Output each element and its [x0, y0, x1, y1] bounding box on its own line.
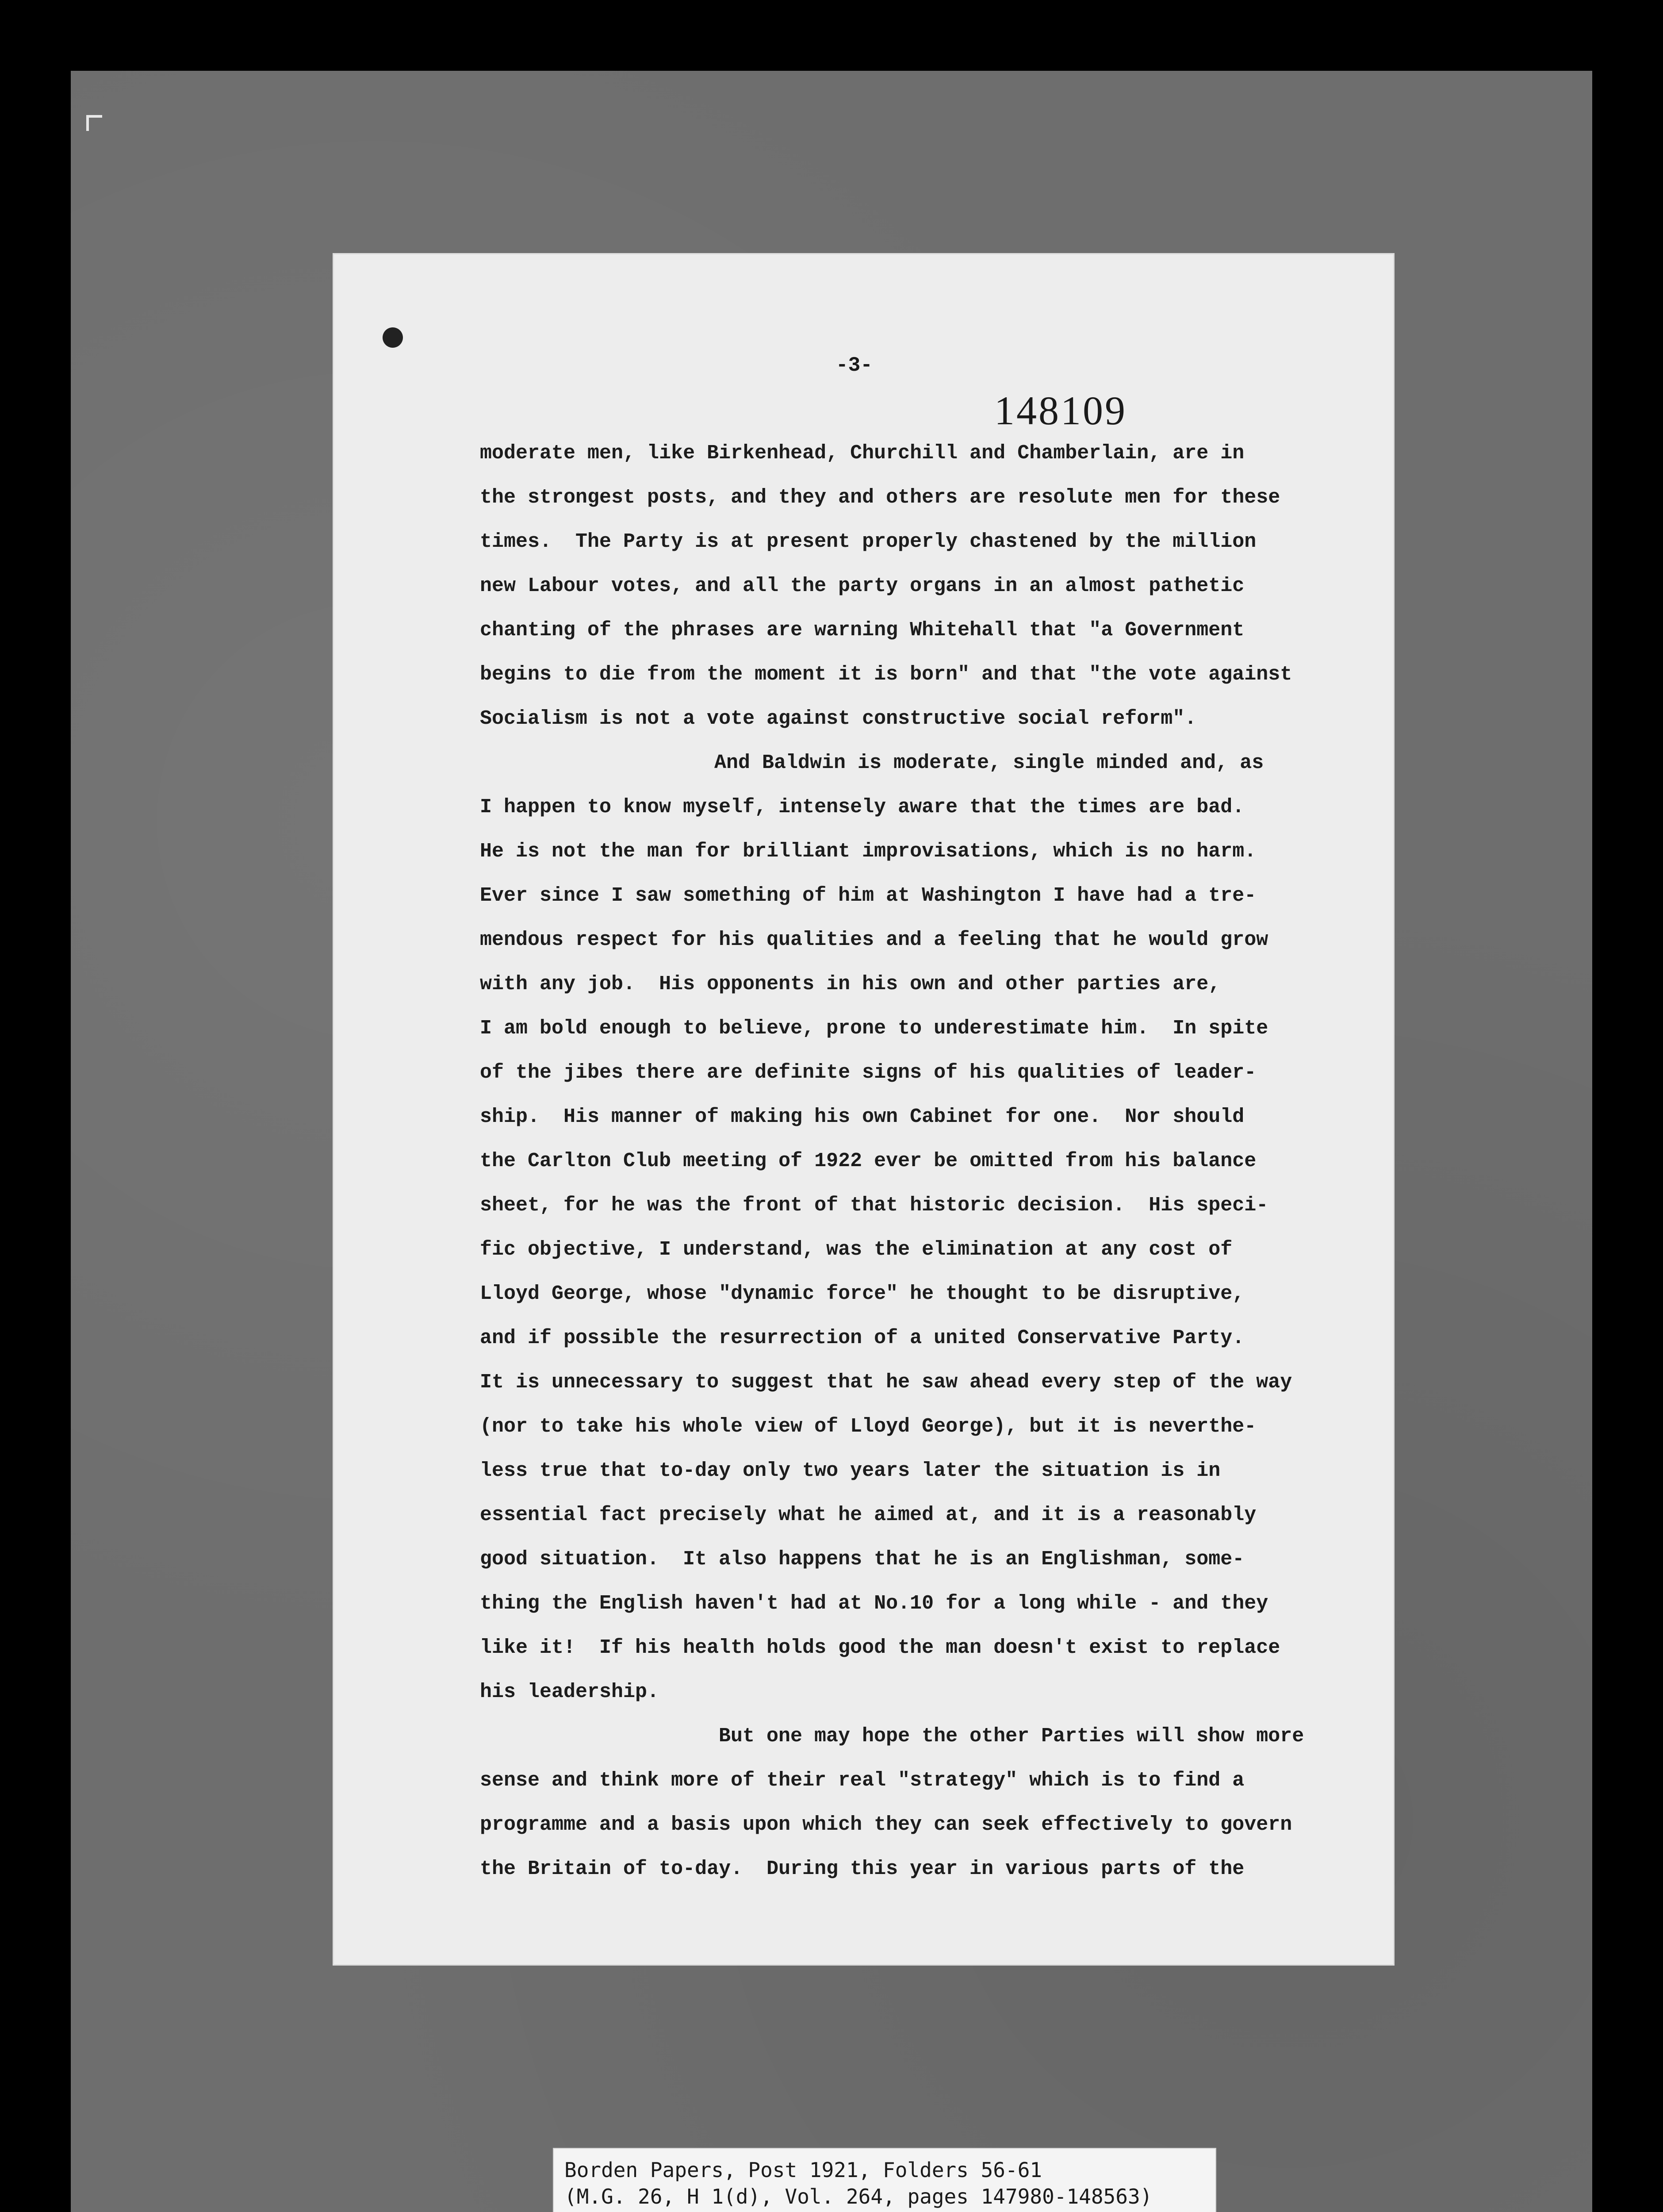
stamp-number: 148109: [994, 388, 1127, 433]
text-line: moderate men, like Birkenhead, Churchill and Chamberlain, are in: [480, 442, 1245, 465]
text-line: sense and think more of their real "strategy" which is to find a: [480, 1769, 1245, 1792]
collection-label-line2: (M.G. 26, H 1(d), Vol. 264, pages 147980-148563): [564, 2185, 1153, 2208]
text-line: like it! If his health holds good the man doesn't exist to replace: [480, 1636, 1280, 1659]
collection-label: [553, 2148, 1216, 2212]
text-line: with any job. His opponents in his own and other parties are,: [480, 973, 1221, 995]
collection-label-line1: Borden Papers, Post 1921, Folders 56-61: [564, 2158, 1042, 2182]
text-line: the Britain of to-day. During this year in various parts of the: [480, 1858, 1245, 1880]
text-line: new Labour votes, and all the party organs in an almost pathetic: [480, 575, 1245, 597]
text-line: Ever since I saw something of him at Washington I have had a tre-: [480, 884, 1257, 907]
text-line: the strongest posts, and they and others are resolute men for these: [480, 486, 1280, 509]
text-line: begins to die from the moment it is born" and that "the vote against: [480, 663, 1292, 686]
text-line: of the jibes there are definite signs of his qualities of leader-: [480, 1061, 1257, 1084]
text-line: (nor to take his whole view of Lloyd George), but it is neverthe-: [480, 1415, 1257, 1438]
text-line: thing the English haven't had at No.10 for a long while - and they: [480, 1592, 1268, 1615]
text-line: Lloyd George, whose "dynamic force" he thought to be disruptive,: [480, 1283, 1245, 1305]
typed-page: [334, 254, 1393, 1964]
text-line: sheet, for he was the front of that historic decision. His speci-: [480, 1194, 1268, 1217]
text-line: the Carlton Club meeting of 1922 ever be omitted from his balance: [480, 1150, 1257, 1172]
text-line: his leadership.: [480, 1681, 659, 1703]
text-line: mendous respect for his qualities and a feeling that he would grow: [480, 929, 1268, 951]
text-line: It is unnecessary to suggest that he saw ahead every step of the way: [480, 1371, 1292, 1394]
text-line: ship. His manner of making his own Cabinet for one. Nor should: [480, 1106, 1245, 1128]
letter-body: [480, 431, 1387, 1891]
text-line: good situation. It also happens that he is an Englishman, some-: [480, 1548, 1245, 1571]
text-line: chanting of the phrases are warning Whitehall that "a Government: [480, 619, 1245, 641]
text-line: Socialism is not a vote against constructive social reform".: [480, 707, 1197, 730]
punch-hole: [383, 327, 403, 348]
text-line: essential fact precisely what he aimed at, and it is a reasonably: [480, 1504, 1257, 1526]
text-line: I am bold enough to believe, prone to underestimate him. In spite: [480, 1017, 1268, 1040]
text-line: programme and a basis upon which they can seek effectively to govern: [480, 1813, 1292, 1836]
text-line: less true that to-day only two years later the situation is in: [480, 1459, 1221, 1482]
text-line: I happen to know myself, intensely aware that the times are bad.: [480, 796, 1245, 818]
text-line: fic objective, I understand, was the elimination at any cost of: [480, 1238, 1233, 1261]
page-number: -3-: [836, 354, 873, 377]
corner-registration-mark: [86, 115, 102, 131]
text-line: He is not the man for brilliant improvisations, which is no harm.: [480, 840, 1257, 863]
text-line: and if possible the resurrection of a united Conservative Party.: [480, 1327, 1245, 1349]
text-line: times. The Party is at present properly chastened by the million: [480, 530, 1257, 553]
text-line: But one may hope the other Parties will show more: [719, 1725, 1304, 1747]
text-line: And Baldwin is moderate, single minded and, as: [714, 752, 1264, 774]
